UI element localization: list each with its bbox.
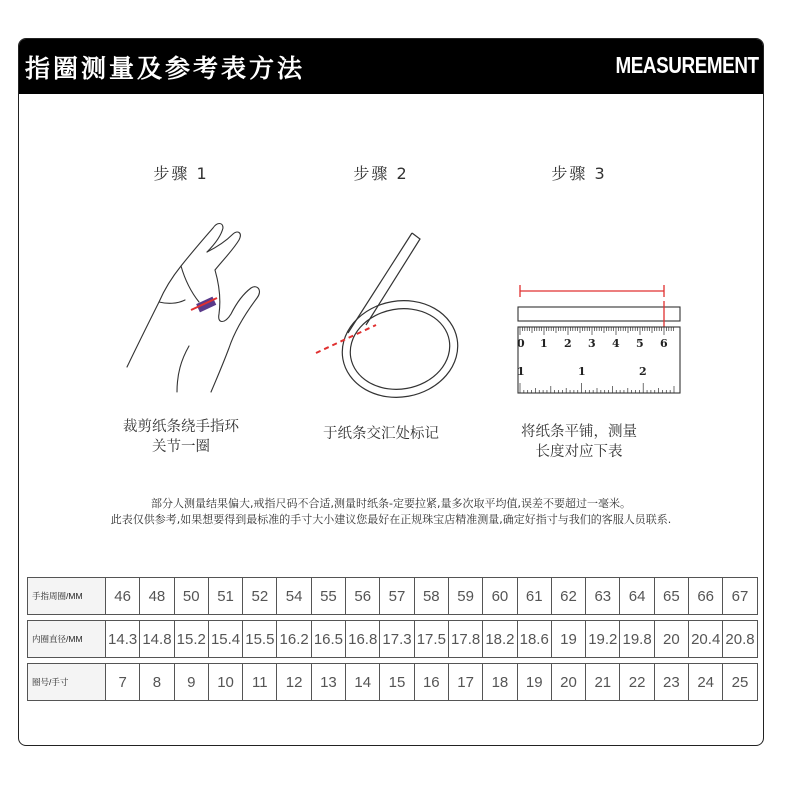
page-subtitle-en: MEASUREMENT: [615, 52, 759, 78]
table-cell: 17.3: [380, 621, 414, 658]
table-cell: 54: [277, 578, 311, 615]
table-cell: 21: [586, 664, 620, 701]
ruler-mark-0: 0: [517, 337, 525, 350]
table-cell: 24: [689, 664, 723, 701]
table-cell: 15: [380, 664, 414, 701]
note-line-1: 部分人测量结果偏大,戒指尺码不合适,测量时纸条-定要拉紧,量多次取平均值,误差不要超过一毫米。: [151, 497, 631, 510]
ruler-mark-5: 5: [636, 337, 644, 350]
table-cell: 18: [483, 664, 517, 701]
step-1-title: 步骤 1: [153, 164, 209, 183]
table-cell: 22: [620, 664, 654, 701]
paper-strip-loop-icon: [304, 229, 464, 399]
table-cell: 15.4: [208, 621, 242, 658]
table-cell: 63: [586, 578, 620, 615]
table-cell: 9: [174, 664, 208, 701]
hand-with-ring-icon: [119, 214, 259, 399]
table-cell: 7: [106, 664, 140, 701]
ruler-mark-3: 3: [588, 337, 596, 350]
table-cell: 12: [277, 664, 311, 701]
ruler-mark-1: 1: [540, 337, 548, 350]
table-cell: 48: [140, 578, 174, 615]
table-cell: 55: [311, 578, 345, 615]
step-1-caption-line2: 关节一圈: [152, 439, 210, 455]
table-cell: 20: [654, 621, 688, 658]
step-2-title: 步骤 2: [353, 164, 409, 183]
table-cell: 65: [654, 578, 688, 615]
step-3-caption-line1: 将纸条平铺，测量: [521, 424, 637, 440]
table-cell: 15.5: [243, 621, 277, 658]
table-cell: 18.2: [483, 621, 517, 658]
table-cell: 58: [414, 578, 448, 615]
step-3: [479, 161, 679, 184]
ruler-inch-0: 1: [517, 365, 525, 378]
ruler-inch-1: 1: [578, 365, 586, 378]
table-cell: 16.5: [311, 621, 345, 658]
table-row: [28, 664, 758, 701]
step-2-caption-line1: 于纸条交汇处标记: [323, 426, 439, 442]
table-cell: 62: [551, 578, 585, 615]
ruler-inch-2: 2: [639, 365, 647, 378]
table-cell: 50: [174, 578, 208, 615]
table-cell: 61: [517, 578, 551, 615]
table-cell: 17.5: [414, 621, 448, 658]
table-row: [28, 578, 758, 615]
table-cell: 18.6: [517, 621, 551, 658]
table-cell: 19.8: [620, 621, 654, 658]
table-cell: 66: [689, 578, 723, 615]
table-cell: 14.8: [140, 621, 174, 658]
table-cell: 19: [517, 664, 551, 701]
table-cell: 17: [448, 664, 482, 701]
table-cell: 20: [551, 664, 585, 701]
ruler-measure-icon: [514, 279, 684, 397]
table-cell: 20.4: [689, 621, 723, 658]
table-cell: 52: [243, 578, 277, 615]
table-cell: 17.8: [448, 621, 482, 658]
step-3-caption: [479, 422, 679, 462]
table-cell: 60: [483, 578, 517, 615]
ruler-mark-6: 6: [660, 337, 668, 350]
table-cell: 16: [414, 664, 448, 701]
table-cell: 25: [723, 664, 757, 701]
header-bar: [19, 39, 763, 94]
step-1-caption: [81, 417, 281, 457]
table-cell: 23: [654, 664, 688, 701]
table-cell: 51: [208, 578, 242, 615]
table-cell: 13: [311, 664, 345, 701]
table-cell: 14: [346, 664, 380, 701]
step-2: [281, 161, 481, 184]
table-cell: 64: [620, 578, 654, 615]
step-3-caption-line2: 长度对应下表: [535, 444, 623, 460]
measurement-card: [18, 38, 764, 746]
table-cell: 57: [380, 578, 414, 615]
table-cell: 14.3: [106, 621, 140, 658]
size-table-circumference: [27, 577, 758, 615]
table-cell: 16.2: [277, 621, 311, 658]
table-cell: 46: [106, 578, 140, 615]
row-label: 圈号/手寸: [28, 664, 106, 701]
step-1: [81, 161, 281, 184]
table-cell: 16.8: [346, 621, 380, 658]
table-cell: 19.2: [586, 621, 620, 658]
page-title: 指圈测量及参考表方法: [25, 54, 306, 83]
step-2-caption: [281, 424, 481, 444]
size-table-diameter: [27, 620, 758, 658]
table-cell: 10: [208, 664, 242, 701]
ruler-mark-2: 2: [564, 337, 572, 350]
size-table-ring-size: [27, 663, 758, 701]
row-label: 内圈直径/MM: [28, 621, 106, 658]
table-row: [28, 621, 758, 658]
table-cell: 15.2: [174, 621, 208, 658]
step-3-title: 步骤 3: [551, 164, 607, 183]
row-label: 手指周圈/MM: [28, 578, 106, 615]
note-line-2: 此表仅供参考,如果想要得到最标准的手寸大小建议您最好在正规珠宝店精准测量,确定好指寸与我们的客服人员联系.: [110, 513, 672, 526]
table-cell: 59: [448, 578, 482, 615]
table-cell: 56: [346, 578, 380, 615]
ruler-mark-4: 4: [612, 337, 620, 350]
table-cell: 8: [140, 664, 174, 701]
table-cell: 67: [723, 578, 757, 615]
step-1-caption-line1: 裁剪纸条绕手指环: [123, 419, 239, 435]
table-cell: 20.8: [723, 621, 757, 658]
table-cell: 11: [243, 664, 277, 701]
table-cell: 19: [551, 621, 585, 658]
